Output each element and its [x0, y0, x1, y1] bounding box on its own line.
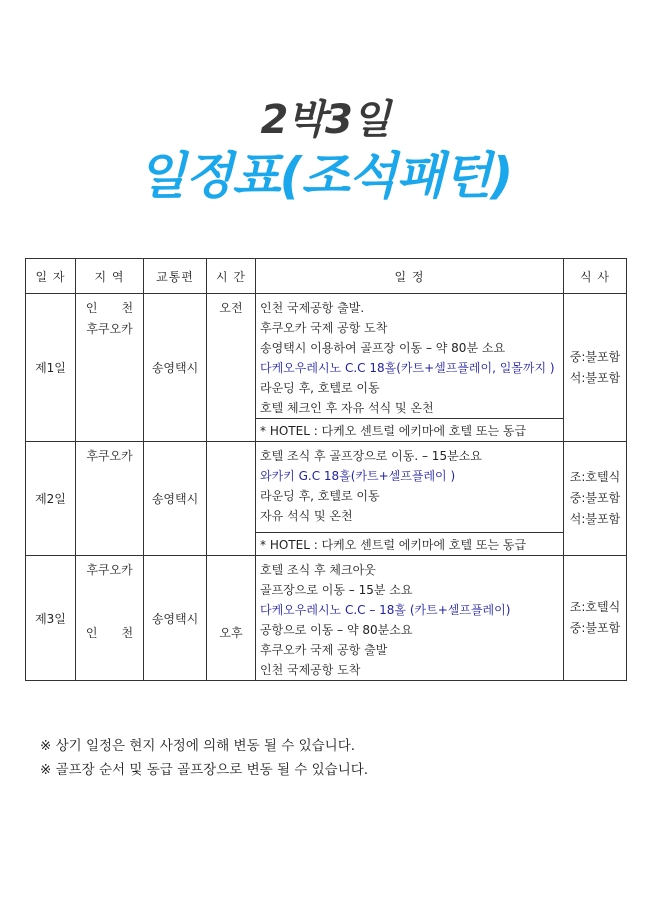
header-itinerary: 일 정 — [256, 259, 564, 294]
itinerary-cell — [256, 556, 564, 681]
region-line: 후쿠오카 — [86, 449, 133, 463]
table-row — [26, 442, 627, 533]
meals-cell — [564, 294, 627, 442]
header-transport: 교통편 — [144, 259, 207, 294]
time-cell — [207, 442, 256, 556]
meals-cell — [564, 556, 627, 681]
meal-line: 중:불포함 — [569, 491, 621, 505]
title-line-2: 일정표(조석패턴) — [137, 147, 513, 205]
itinerary-line: 다케오우레시노 C.C – 18홀 (카트+셀프플레이) — [260, 603, 511, 617]
itinerary-line: 호텔 체크인 후 자유 석식 및 온천 — [260, 401, 434, 415]
itinerary-line: 인천 국제공항 출발. — [260, 301, 365, 315]
itinerary-line: 호텔 조식 후 체크아웃 — [260, 563, 376, 577]
region-cell — [76, 294, 144, 442]
notes — [40, 734, 368, 782]
table-header-row — [26, 259, 627, 294]
time-cell — [207, 294, 256, 442]
note-line: ※ 골프장 순서 및 동급 골프장으로 변동 될 수 있습니다. — [40, 762, 369, 778]
itinerary-line: 인천 국제공항 도착 — [260, 663, 361, 677]
day-cell: 제3일 — [26, 556, 76, 681]
meals-cell — [564, 442, 627, 556]
meal-line: 석:불포함 — [569, 370, 621, 385]
itinerary-cell — [256, 442, 564, 533]
meal-line: 중:불포함 — [569, 621, 621, 635]
note-line: ※ 상기 일정은 현지 사정에 의해 변동 될 수 있습니다. — [40, 738, 356, 754]
itinerary-line: 다케오우레시노 C.C 18홀(카트+셀프플레이, 일몰까지 ) — [260, 361, 555, 375]
itinerary-line: 자유 석식 및 온천 — [260, 509, 353, 523]
header-region: 지 역 — [76, 259, 144, 294]
title-line-1: 2박3일 — [260, 97, 390, 143]
itinerary-line: 와카키 G.C 18홀(카트+셀프플레이 ) — [260, 469, 456, 483]
itinerary-line: 라운딩 후, 호텔로 이동 — [260, 489, 380, 503]
header-day: 일 자 — [26, 259, 76, 294]
itinerary-line: 공항으로 이동 – 약 80분소요 — [260, 623, 413, 637]
schedule-table — [25, 258, 627, 681]
time-line: 오후 — [219, 626, 243, 640]
day-cell: 제1일 — [26, 294, 76, 442]
time-line: 오전 — [219, 301, 243, 315]
itinerary-line: 송영택시 이용하여 골프장 이동 – 약 80분 소요 — [260, 341, 506, 355]
meal-line: 석:불포함 — [569, 512, 621, 526]
day-cell: 제2일 — [26, 442, 76, 556]
table-row — [26, 556, 627, 681]
itinerary-line: 라운딩 후, 호텔로 이동 — [260, 381, 380, 395]
region-line: 인 천 — [85, 301, 134, 315]
header-time: 시 간 — [207, 259, 256, 294]
itinerary-cell — [256, 294, 564, 419]
itinerary-line: 골프장으로 이동 – 15분 소요 — [260, 583, 413, 597]
itinerary-line: 호텔 조식 후 골프장으로 이동. – 15분소요 — [260, 449, 482, 463]
table-row — [26, 294, 627, 419]
header-meals: 식 사 — [564, 259, 627, 294]
transport-cell: 송영택시 — [144, 556, 207, 681]
hotel-note-cell: * HOTEL : 다케오 센트럴 에키마에 호텔 또는 동급 — [256, 419, 564, 442]
transport-cell: 송영택시 — [144, 442, 207, 556]
meal-line: 조:호텔식 — [569, 470, 621, 484]
time-cell — [207, 556, 256, 681]
region-line: 후쿠오카 — [86, 563, 133, 577]
region-line: 인 천 — [85, 626, 134, 640]
region-cell — [76, 556, 144, 681]
transport-cell: 송영택시 — [144, 294, 207, 442]
meal-line: 조:호텔식 — [569, 600, 621, 614]
itinerary-line: 후쿠오카 국제 공항 도착 — [260, 321, 388, 335]
itinerary-line: 후쿠오카 국제 공항 출발 — [260, 643, 388, 657]
hotel-note-cell: * HOTEL : 다케오 센트럴 에키마에 호텔 또는 동급 — [256, 533, 564, 556]
region-cell — [76, 442, 144, 556]
region-line: 후쿠오카 — [86, 322, 133, 336]
meal-line: 중:불포함 — [569, 349, 621, 364]
